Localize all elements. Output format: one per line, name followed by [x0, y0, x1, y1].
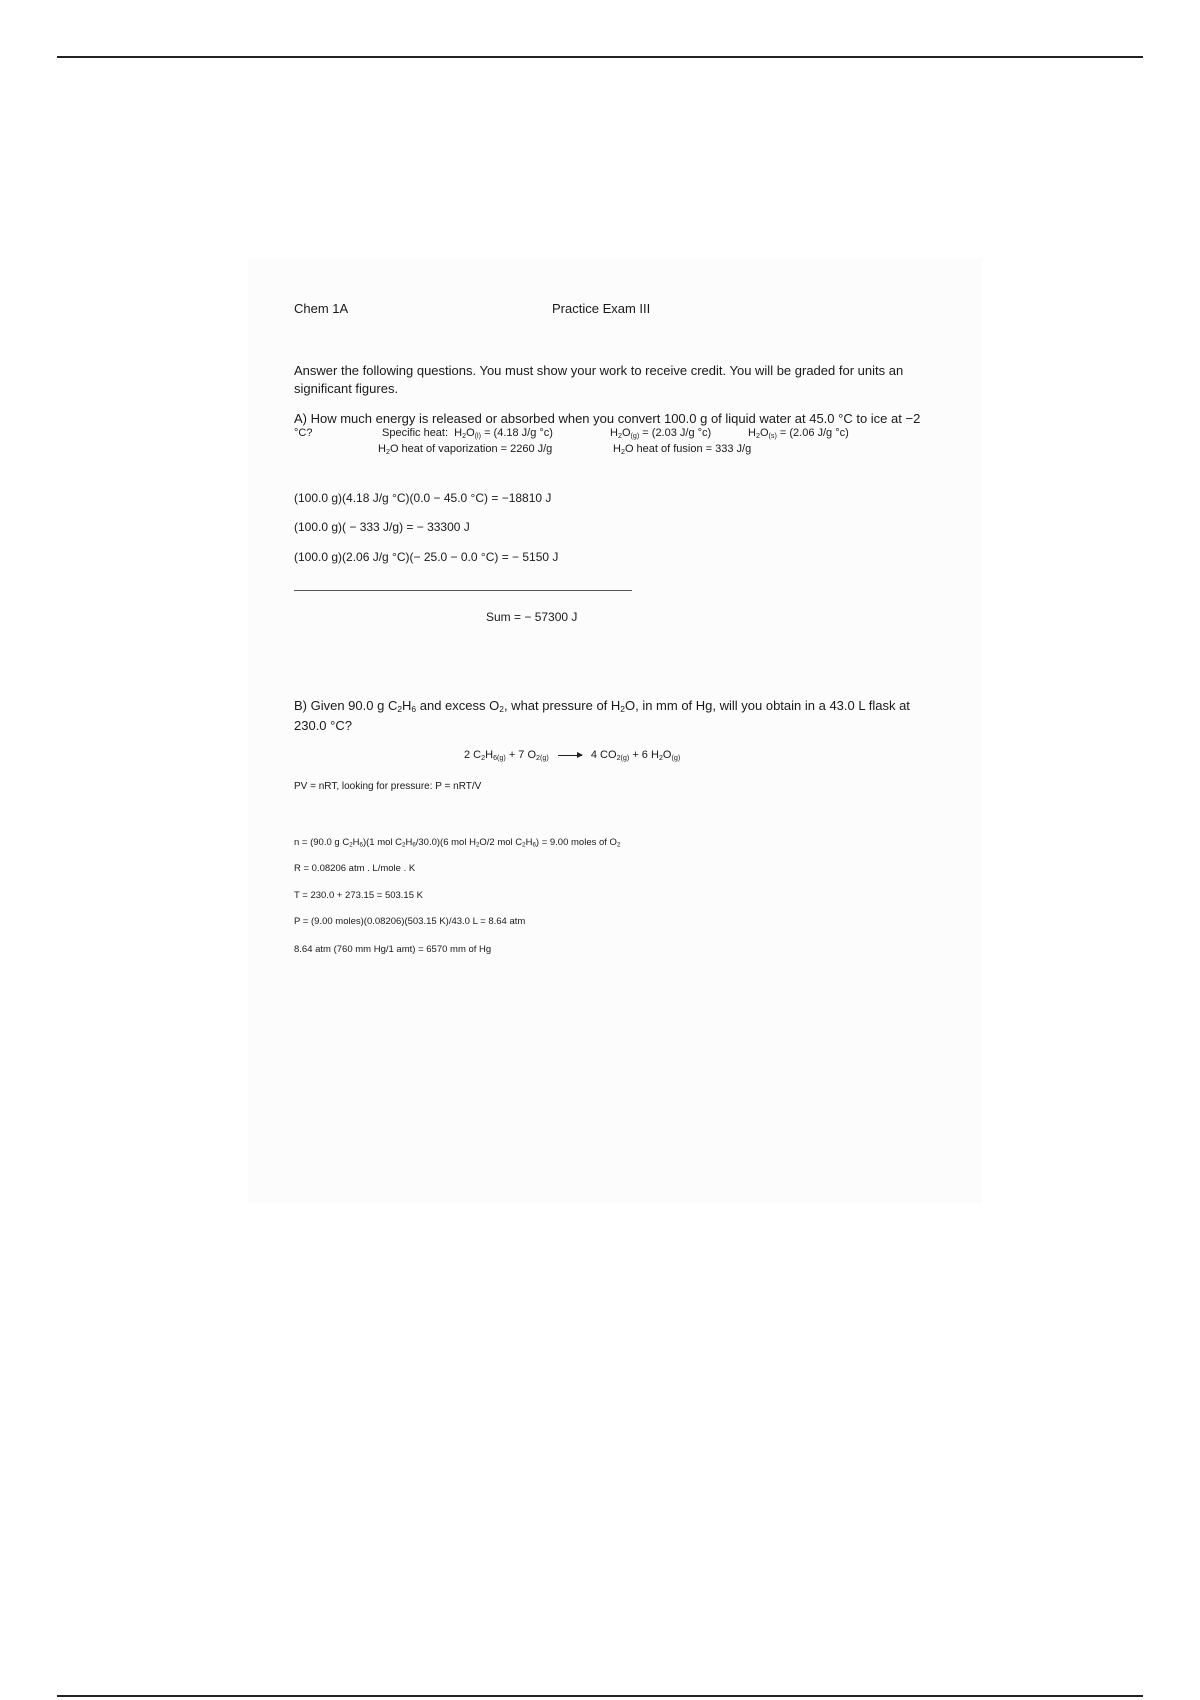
course-name: Chem 1A [294, 301, 349, 316]
instructions-line-2: significant figures. [294, 381, 399, 396]
question-b-text-4: O, in mm of Hg, will you obtain in a 43.0 L flask at [624, 698, 910, 713]
heat-of-fusion: $H_2O$ heat of fusion = 333 J/g [613, 443, 752, 456]
question-b-text-3: , what pressure of H [503, 698, 621, 713]
reaction-arrow-icon [558, 755, 582, 756]
vaporization-text: O heat of vaporization = 2260 J/g [389, 443, 553, 455]
specific-heat-data: Specific heat: $H_2O_{(l)} = (4.18$ J/g °c) [382, 427, 553, 440]
question-a-line-2: °C? [294, 427, 313, 439]
moles-text-2: )(1 mol C [362, 837, 402, 848]
instructions-line-1: Answer the following questions. You must show your work to receive credit. You will be graded for units an [294, 363, 904, 378]
scanned-page [248, 258, 982, 1203]
moles-text-1: n = (90.0 g C [294, 837, 350, 848]
specific-heat-gas: $H_2O_{(g)} = (2.03$ J/g °c) [610, 427, 712, 440]
unit-conversion: 8.64 atm (760 mm Hg/1 amt) = 6570 mm of Hg [294, 944, 492, 955]
question-b-line-2: 230.0 °C? [294, 718, 352, 733]
work-step-3: (100.0 g)(2.06 J/g °C)(− 25.0 − 0.0 °C) = − 5150 J [294, 550, 559, 564]
question-b-line-1: B) Given 90.0 g $C_2H_6$ and excess $O_2$, what pressure of $H_2O$, in mm of Hg, will you obtain in a 43.0 L flask at [294, 698, 910, 715]
question-b-text-2: and excess O [419, 698, 500, 713]
specific-heat-gas-value: = (2.03 J/g °c) [642, 427, 712, 439]
question-a-line-1: A) How much energy is released or absorbed when you convert 100.0 g of liquid water at 45.0 °C to ice at −2 [294, 411, 921, 426]
sum-divider [294, 590, 632, 591]
moles-text-4: O/2 mol C [479, 837, 523, 848]
ideal-gas-law: PV = nRT, looking for pressure: P = nRT/V [294, 781, 482, 792]
specific-heat-solid-value: = (2.06 J/g °c) [779, 427, 849, 439]
moles-text-5: ) = 9.00 moles of O [535, 837, 617, 848]
equation-reactant-2: + 7 O [508, 749, 537, 761]
heat-of-vaporization: $H_2O$ heat of vaporization = 2260 J/g [378, 443, 553, 456]
sum-total: Sum = − 57300 J [486, 610, 578, 624]
pressure-calculation: P = (9.00 moles)(0.08206)(503.15 K)/43.0 L = 8.64 atm [294, 916, 526, 927]
moles-calculation: n = (90.0 g $C_2H_6)(1$ mol $C_2H_6/30.0)(6$ mol $H_2O/2$ mol $C_2H_6) = 9.00$ moles of $O_2$ [294, 837, 621, 849]
temperature-conversion: T = 230.0 + 273.15 = 503.15 K [294, 890, 423, 901]
question-b-text-1: B) Given 90.0 g C [294, 698, 398, 713]
balanced-equation: 2 $C_2H_{6(g)} + 7$ $O_{2(g)}$ 4 $CO_{2(g)} + 6$ $H_2O_{(g)}$ [464, 749, 681, 762]
moles-text-3: /30.0)(6 mol H [415, 837, 476, 848]
specific-heat-solid: $H_2O_{(s)} = (2.06$ J/g °c) [748, 427, 849, 440]
top-rule [57, 56, 1143, 58]
specific-heat-label: Specific heat: [382, 427, 449, 439]
exam-title: Practice Exam III [552, 301, 651, 316]
equation-product-1: 4 CO [590, 749, 617, 761]
equation-product-2: + 6 H [632, 749, 659, 761]
work-step-2: (100.0 g)( − 333 J/g) = − 33300 J [294, 520, 470, 534]
fusion-text: O heat of fusion = 333 J/g [624, 443, 752, 455]
equation-reactant-1: 2 C [464, 749, 482, 761]
specific-heat-liquid: = (4.18 J/g °c) [484, 427, 553, 439]
bottom-rule [57, 1695, 1143, 1697]
work-step-1: (100.0 g)(4.18 J/g °C)(0.0 − 45.0 °C) = −18810 J [294, 491, 552, 505]
gas-constant: R = 0.08206 atm . L/mole . K [294, 863, 416, 874]
